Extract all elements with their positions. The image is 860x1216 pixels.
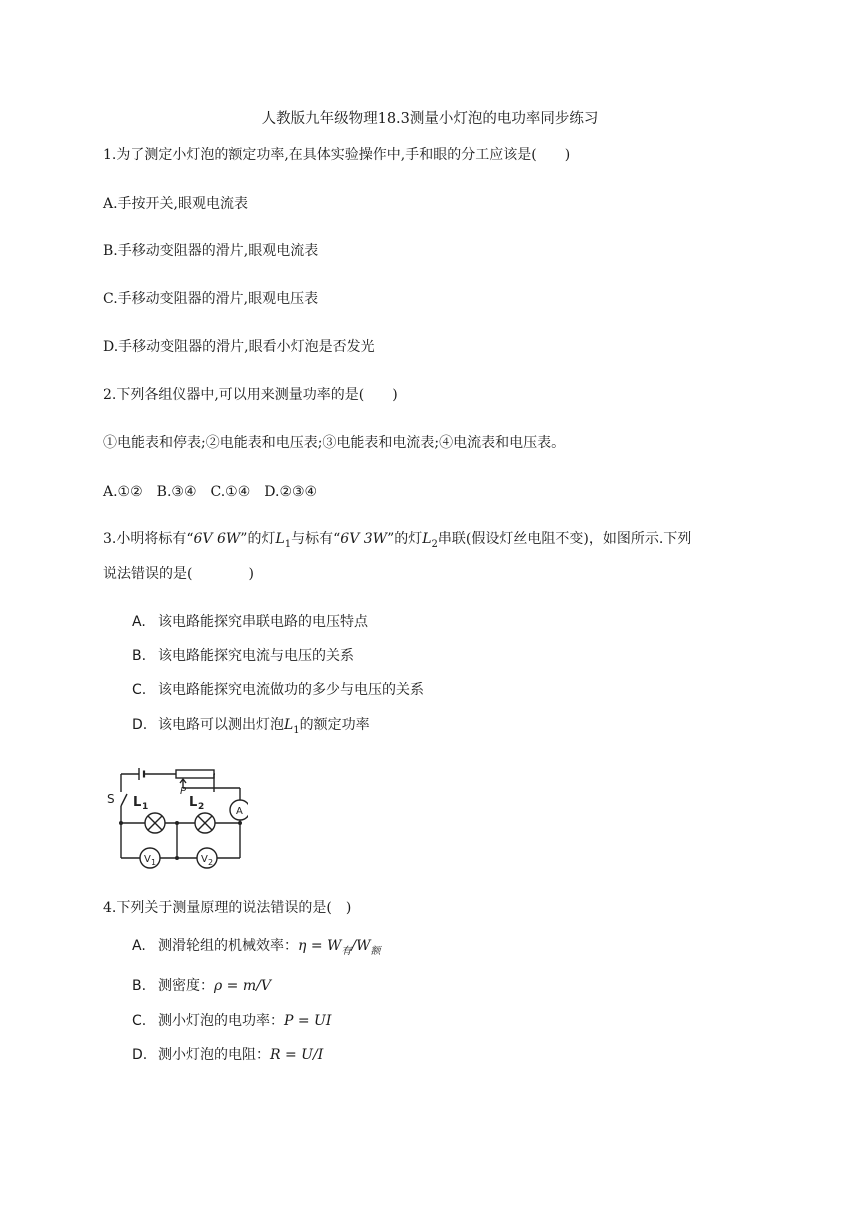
page-title: 人教版九年级物理18.3测量小灯泡的电功率同步练习	[261, 111, 599, 127]
option-text: 该电路能探究电流做功的多少与电压的关系	[158, 682, 424, 698]
option-letter: C.	[132, 1013, 147, 1029]
option-letter: A.	[132, 938, 146, 954]
question-3-option-a	[132, 613, 368, 631]
option-text: 测滑轮组的机械效率：	[158, 938, 298, 954]
q3-text-4: ”的灯	[387, 531, 423, 547]
question-4-option-d	[132, 1046, 323, 1064]
question-3-stem-line1	[103, 530, 691, 554]
q3-lamp-1: L	[275, 531, 285, 547]
option-text: 该电路能探究串联电路的电压特点	[158, 614, 368, 630]
option-text: 该电路能探究电流与电压的关系	[158, 648, 354, 664]
voltmeter-2-label-sub: 2	[208, 858, 214, 867]
option-text: 测小灯泡的电功率：	[158, 1013, 284, 1029]
junction-dot	[119, 821, 123, 825]
option-formula-sub: 额	[370, 945, 381, 957]
option-text: 测密度：	[158, 978, 214, 994]
rheostat	[176, 770, 214, 778]
q3-spec-2: 6V 3W	[340, 531, 388, 547]
option-letter: C.	[132, 682, 147, 698]
question-4-option-a	[132, 937, 381, 961]
circuit-diagram	[103, 762, 248, 872]
voltmeter-1-label-sub: 1	[151, 858, 157, 867]
question-1-option-d: D.手移动变阻器的滑片,眼看小灯泡是否发光	[103, 339, 375, 355]
q3-spec-1: 6V 6W	[193, 531, 241, 547]
question-4-option-c	[132, 1012, 331, 1030]
lamp-2-label-sub: 2	[198, 802, 205, 812]
option-math-sub: 1	[293, 724, 300, 736]
voltmeter-1-label: V	[144, 854, 151, 865]
question-2-options: A.①② B.③④ C.①④ D.②③④	[103, 484, 318, 500]
question-3-option-c	[132, 681, 424, 699]
option-letter: D.	[132, 1047, 148, 1063]
option-letter: A.	[132, 614, 146, 630]
option-math: L	[284, 717, 294, 733]
question-3-stem-line2: 说法错误的是( )	[103, 566, 254, 582]
option-formula: R = U/I	[270, 1047, 324, 1063]
option-letter: B.	[132, 648, 147, 664]
ammeter-label: A	[236, 806, 243, 817]
lamp-2-label: L	[189, 795, 198, 810]
question-4-option-b	[132, 977, 271, 995]
q3-text-5: 串联(假设灯丝电阻不变)，如图所示.下列	[437, 531, 692, 547]
q3-text-3: 与标有“	[291, 531, 341, 547]
option-formula: P = UI	[284, 1013, 332, 1029]
q3-lamp-2-sub: 2	[431, 538, 438, 550]
junction-dot	[175, 856, 179, 860]
question-1-option-b: B.手移动变阻器的滑片,眼观电流表	[103, 243, 319, 259]
option-text: 测小灯泡的电阻：	[158, 1047, 270, 1063]
lamp-1-label: L	[133, 795, 142, 810]
junction-dot	[175, 821, 179, 825]
q3-text-2: ”的灯	[240, 531, 276, 547]
option-tail: 的额定功率	[299, 717, 370, 733]
q3-text-1: 3.小明将标有“	[103, 531, 194, 547]
question-1-option-a: A.手按开关,眼观电流表	[103, 196, 249, 212]
junction-dot	[238, 821, 242, 825]
option-text: 该电路可以测出灯泡	[158, 717, 284, 733]
lamp-1-label-sub: 1	[142, 802, 149, 812]
question-4-stem: 4.下列关于测量原理的说法错误的是( )	[103, 900, 352, 916]
switch-blade	[121, 794, 127, 806]
option-letter: B.	[132, 978, 147, 994]
lamp-2-symbol	[195, 813, 215, 833]
question-1-stem: 1.为了测定小灯泡的额定功率,在具体实验操作中,手和眼的分工应该是( )	[103, 147, 571, 163]
option-letter: D.	[132, 717, 148, 733]
q3-lamp-2: L	[422, 531, 432, 547]
option-formula: η = W	[298, 938, 342, 954]
switch-label: S	[107, 792, 115, 806]
slider-label: P	[180, 786, 187, 797]
question-1-option-c: C.手移动变阻器的滑片,眼观电压表	[103, 291, 319, 307]
lamp-1-symbol	[145, 813, 165, 833]
question-2-statements: ①电能表和停表;②电能表和电压表;③电能表和电流表;④电流表和电压表。	[103, 435, 566, 451]
option-formula-mid: /W	[351, 938, 371, 954]
question-3-option-b	[132, 647, 354, 665]
option-formula: ρ = m/V	[214, 978, 271, 994]
question-2-stem: 2.下列各组仪器中,可以用来测量功率的是( )	[103, 387, 398, 403]
voltmeter-2-label: V	[201, 854, 208, 865]
q3-lamp-1-sub: 1	[284, 538, 292, 550]
question-3-option-d	[132, 716, 370, 740]
option-formula-sub: 有	[341, 945, 352, 957]
